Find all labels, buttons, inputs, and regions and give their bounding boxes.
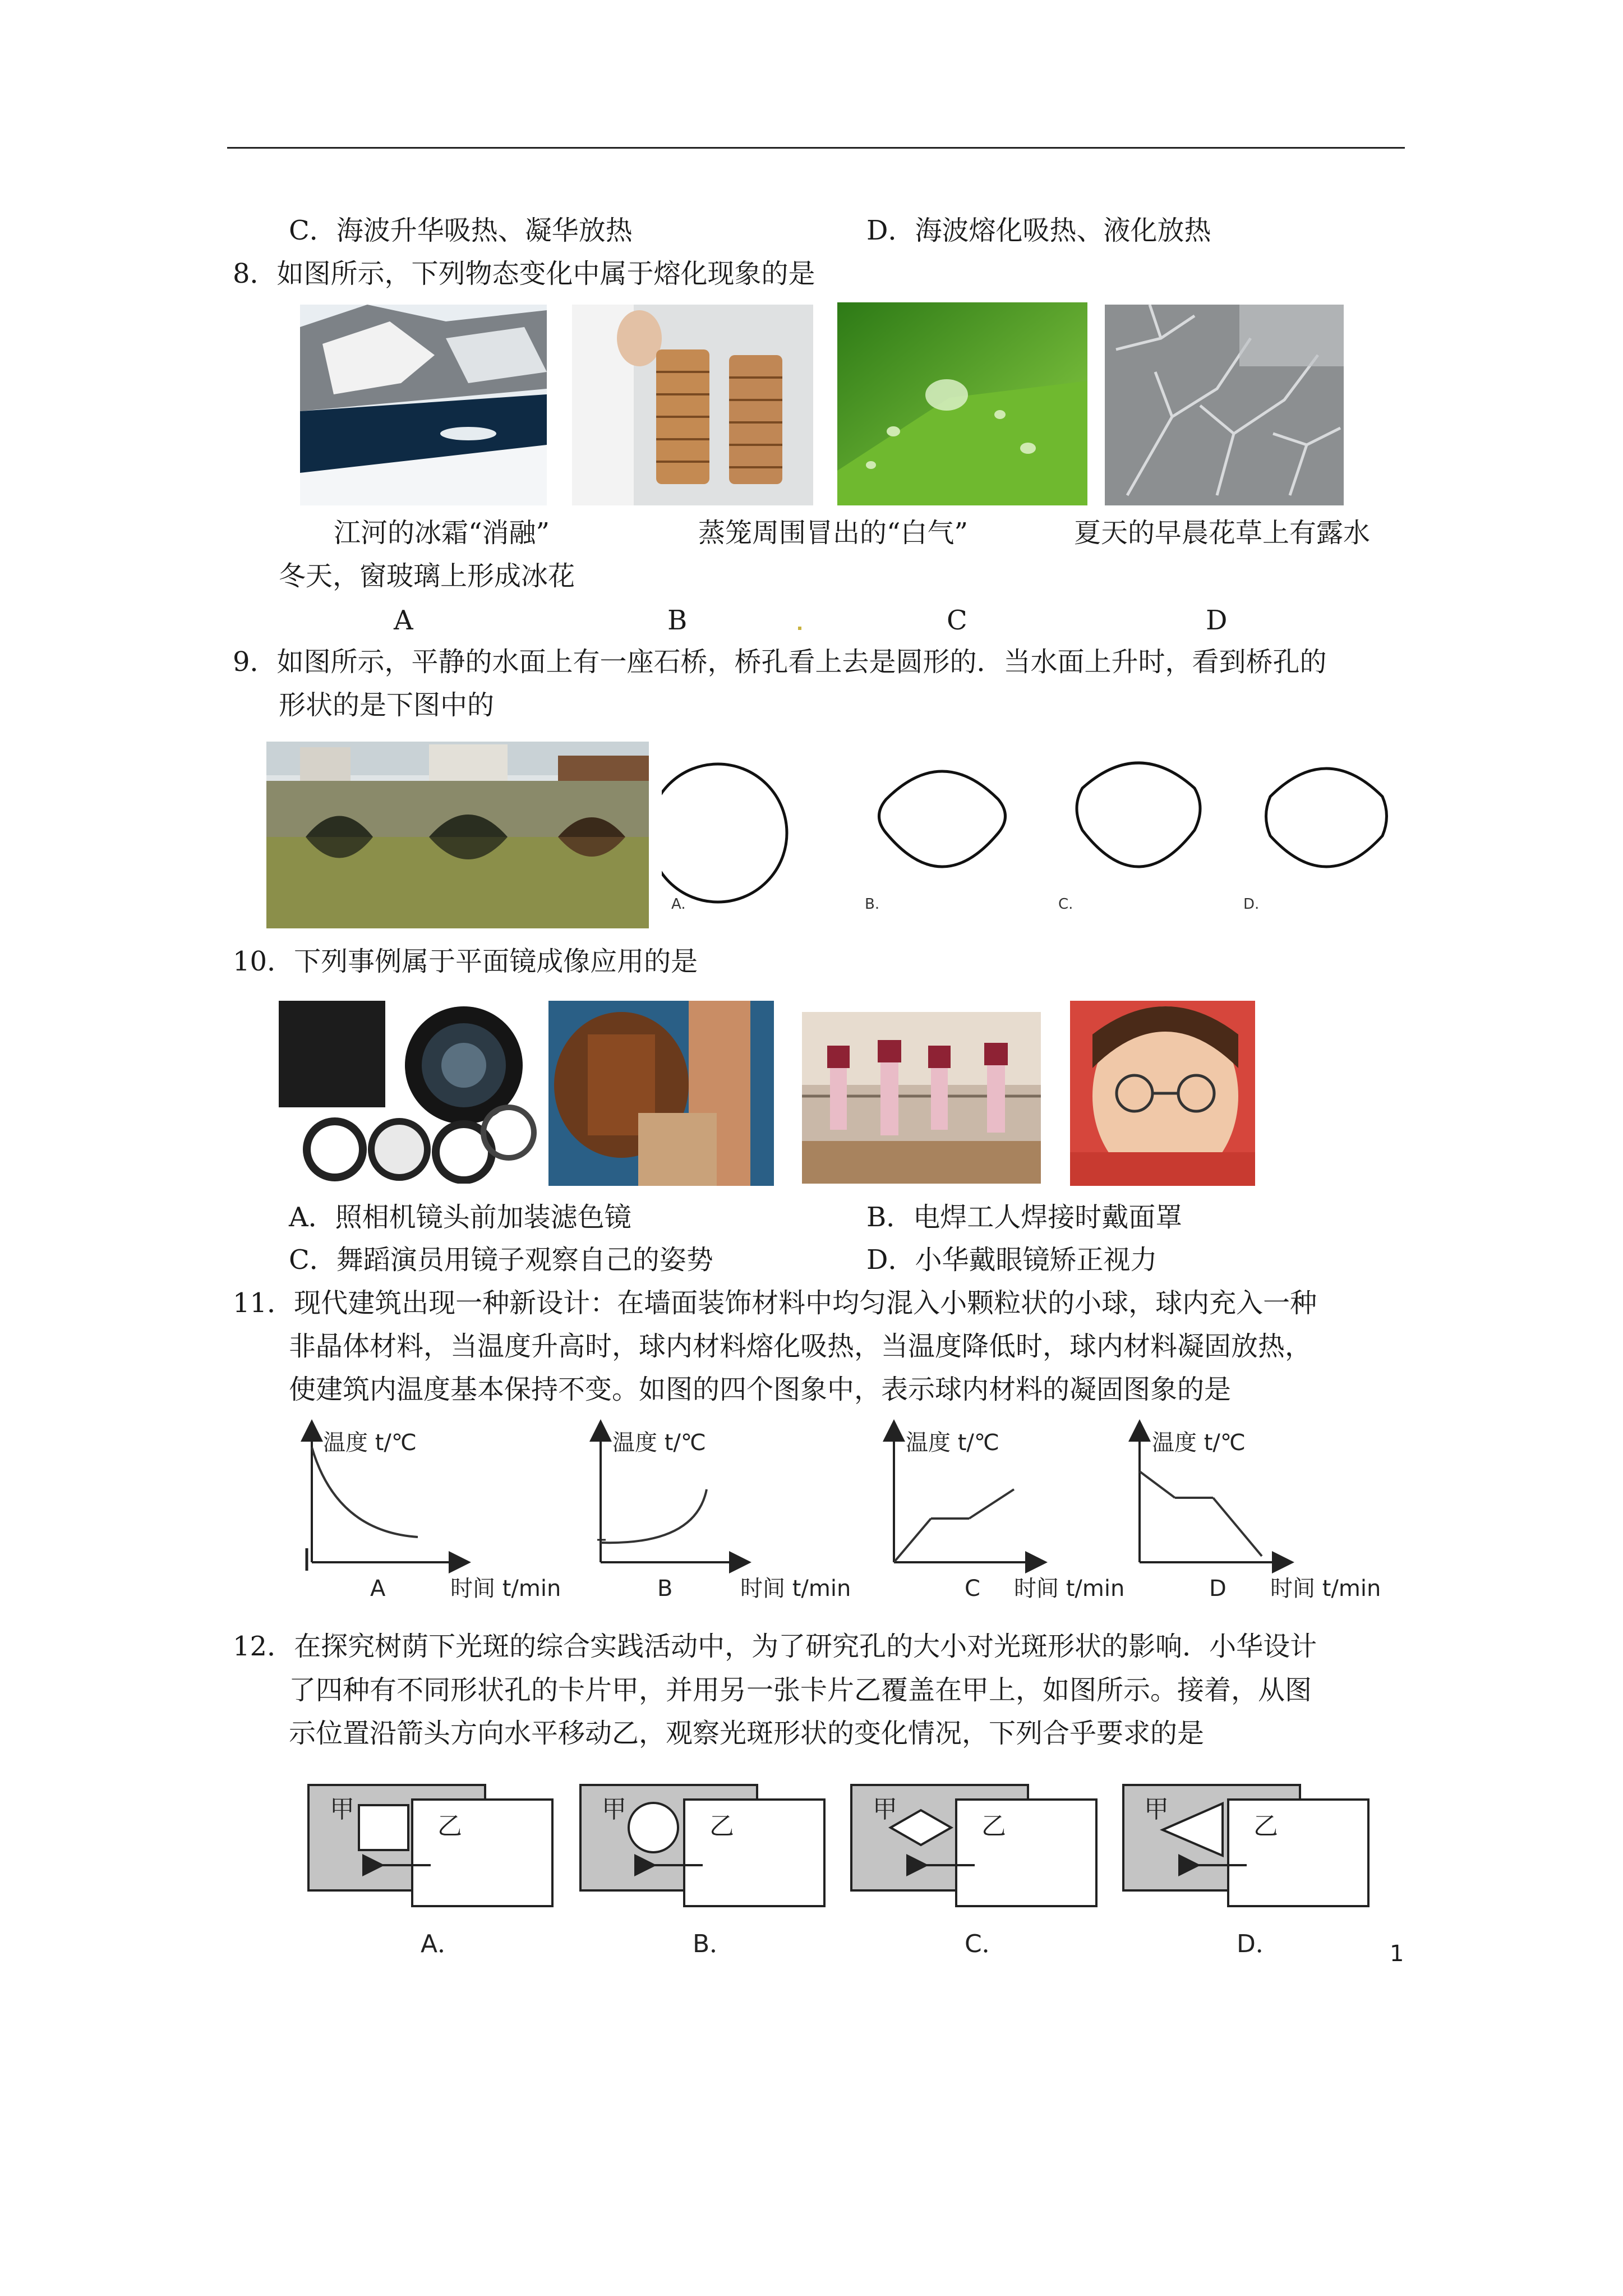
q12-diagram-d (1123, 1785, 1368, 1958)
q11-graph-a (307, 1430, 561, 1602)
q8-label-b: B (667, 605, 688, 636)
q11-graph-c (894, 1430, 1124, 1602)
q11-d-xlabel: 时间 t/min (1270, 1576, 1381, 1602)
header-rule (227, 147, 1405, 149)
q11-segment-c1 (894, 1519, 931, 1562)
q8-label-d: D (1206, 605, 1228, 636)
q11-segment-d1 (1140, 1471, 1175, 1498)
q12-stem-line1: 12．在探究树荫下光斑的综合实践活动中，为了研究孔的大小对光斑形状的影响．小华设计 (233, 1631, 1317, 1662)
q9-stem-line1: 9．如图所示，平静的水面上有一座石桥，桥孔看上去是圆形的．当水面上升时，看到桥孔的 (233, 646, 1327, 678)
q11-c-ylabel: 温度 t/℃ (906, 1430, 999, 1456)
q11-graphs (292, 1419, 1408, 1610)
q11-graph-d (1140, 1430, 1381, 1602)
q10-image-d-girl-glasses (1070, 1001, 1255, 1186)
q12-stem-line2: 了四种有不同形状孔的卡片甲，并用另一张卡片乙覆盖在甲上，如图所示。接着，从图 (289, 1674, 1312, 1706)
q11-b-label: B (657, 1576, 673, 1602)
q9-shape-b (879, 771, 1006, 867)
q12-d-yi: 乙 (1253, 1812, 1278, 1841)
q11-curve-a (312, 1447, 418, 1537)
q11-stem-line1: 11．现代建筑出现一种新设计：在墙面装饰材料中均匀混入小颗粒状的小球，球内充入一种 (233, 1287, 1317, 1319)
q12-a-yi: 乙 (437, 1812, 462, 1841)
q10-option-c: C．舞蹈演员用镜子观察自己的姿势 (289, 1244, 713, 1276)
page-number: 1 (1390, 1941, 1404, 1967)
q8-caption-c: 夏天的早晨花草上有露水 (1074, 517, 1371, 549)
q12-b-jia: 甲 (602, 1795, 626, 1824)
q12-b-yi: 乙 (709, 1812, 734, 1841)
q12-label-d: D． (1237, 1930, 1280, 1958)
q10-image-a-camera-filters (279, 1001, 538, 1184)
q12-c-yi: 乙 (981, 1812, 1006, 1841)
q11-stem-line3: 使建筑内温度基本保持不变。如图的四个图象中，表示球内材料的凝固图象的是 (289, 1374, 1232, 1405)
q9-shape-d (1266, 769, 1387, 867)
q12-d-jia: 甲 (1144, 1795, 1169, 1824)
q11-segment-d3 (1213, 1498, 1262, 1556)
q12-diagram-b (580, 1785, 824, 1958)
q7-option-d: D．海波熔化吸热、液化放热 (866, 215, 1211, 246)
q11-c-xlabel: 时间 t/min (1014, 1576, 1125, 1602)
q12-card-diagrams (303, 1778, 1402, 1963)
q11-c-label: C (965, 1576, 980, 1602)
q11-segment-c3 (969, 1489, 1014, 1519)
q10-image-b-welder-mask (548, 1001, 774, 1186)
q11-curve-b (601, 1489, 707, 1543)
q12-label-b: B． (693, 1930, 735, 1958)
q8-image-a-ice-melting-river (300, 305, 547, 505)
q12-stem-line3: 示位置沿箭头方向水平移动乙，观察光斑形状的变化情况，下列合乎要求的是 (289, 1718, 1205, 1749)
q12-a-jia: 甲 (330, 1795, 354, 1824)
q8-image-d-window-frost (1105, 305, 1344, 505)
q9-label-b: B. (865, 896, 880, 913)
q11-a-label: A (370, 1576, 386, 1602)
q7-option-c: C．海波升华吸热、凝华放热 (289, 215, 633, 246)
q9-arch-options (662, 746, 1408, 926)
q11-d-ylabel: 温度 t/℃ (1152, 1430, 1246, 1456)
q8-label-c: C (947, 605, 967, 636)
q11-b-xlabel: 时间 t/min (740, 1576, 851, 1602)
q11-b-ylabel: 温度 t/℃ (612, 1430, 706, 1456)
q10-option-a: A．照相机镜头前加装滤色镜 (289, 1202, 631, 1233)
q8-image-c-dew-drops (837, 302, 1087, 505)
q9-label-c: C. (1058, 896, 1073, 913)
q10-image-c-dancers-mirror (802, 1012, 1041, 1184)
q9-shape-c (1077, 763, 1200, 867)
q12-hole-square (359, 1805, 408, 1850)
q11-graph-b (597, 1430, 851, 1602)
q11-stem-line2: 非晶体材料，当温度升高时，球内材料熔化吸热，当温度降低时，球内材料凝固放热， (289, 1331, 1312, 1362)
q8-caption-a: 江河的冰霜“消融” (334, 517, 550, 549)
q12-label-c: C． (965, 1930, 1007, 1958)
q12-c-jia: 甲 (873, 1795, 897, 1824)
q12-hole-circle (629, 1803, 678, 1852)
q8-label-a: A (394, 605, 413, 636)
q9-label-d: D. (1243, 896, 1260, 913)
q9-shape-a-circle (662, 764, 787, 902)
q11-d-label: D (1209, 1576, 1227, 1602)
q12-label-a: A． (421, 1930, 463, 1958)
q9-stone-bridge-photo (266, 742, 649, 928)
q10-option-b: B．电焊工人焊接时戴面罩 (866, 1202, 1183, 1233)
q12-diagram-c (851, 1785, 1096, 1958)
q12-diagram-a (308, 1785, 552, 1958)
q11-a-ylabel: 温度 t/℃ (323, 1430, 417, 1456)
q11-a-xlabel: 时间 t/min (450, 1576, 561, 1602)
q8-stem: 8．如图所示，下列物态变化中属于熔化现象的是 (233, 258, 815, 289)
q9-stem-line2: 形状的是下图中的 (279, 689, 495, 721)
q8-caption-b: 蒸笼周围冒出的“白气” (698, 517, 969, 549)
q10-option-d: D．小华戴眼镜矫正视力 (866, 1244, 1158, 1276)
q9-label-a: A. (671, 896, 686, 913)
q8-image-b-steamer-white-gas (572, 305, 813, 505)
q8-caption-d: 冬天，窗玻璃上形成冰花 (279, 560, 575, 592)
stray-dot (798, 627, 801, 630)
q10-stem: 10．下列事例属于平面镜成像应用的是 (233, 946, 698, 977)
